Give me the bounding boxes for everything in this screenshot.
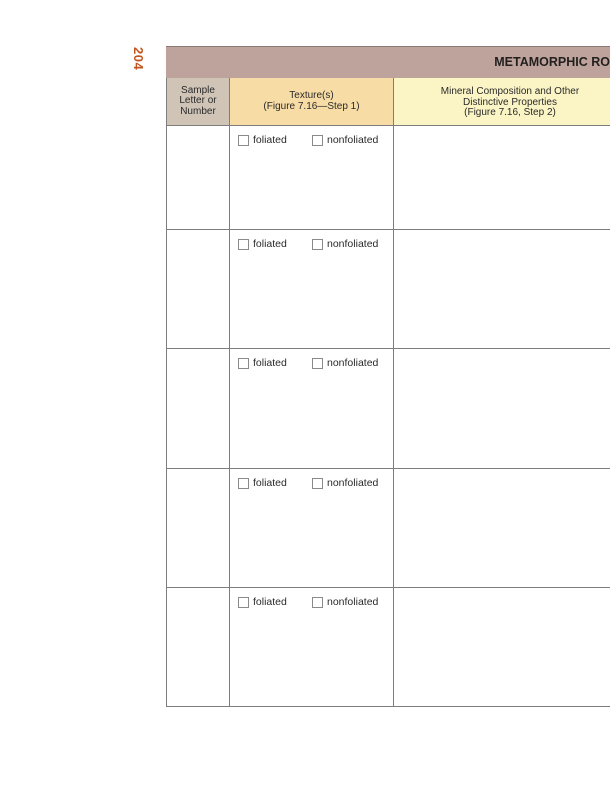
mineral-cell[interactable] (393, 126, 610, 229)
texture-cell (229, 230, 393, 348)
table-row (166, 230, 610, 349)
header-sample (166, 78, 229, 125)
header-texture-line: Texture(s) (289, 90, 334, 101)
nonfoliated-checkbox[interactable] (312, 597, 323, 608)
mineral-cell[interactable] (393, 230, 610, 348)
sample-cell[interactable] (166, 230, 229, 348)
nonfoliated-checkbox[interactable] (312, 478, 323, 489)
option-nonfoliated[interactable] (312, 596, 378, 608)
texture-cell (229, 349, 393, 468)
nonfoliated-label: nonfoliated (327, 477, 379, 489)
page-number: 204 (131, 47, 146, 71)
header-sample-line: Letter or (179, 95, 217, 107)
table-row (166, 588, 610, 707)
texture-cell (229, 126, 393, 229)
header-mineral (393, 78, 610, 125)
option-nonfoliated[interactable] (312, 134, 378, 146)
table-row (166, 349, 610, 469)
header-texture (229, 78, 393, 125)
foliated-checkbox[interactable] (238, 597, 249, 608)
foliated-checkbox[interactable] (238, 358, 249, 369)
nonfoliated-checkbox[interactable] (312, 135, 323, 146)
header-texture-line: (Figure 7.16—Step 1) (263, 100, 360, 112)
table-header-row (166, 78, 610, 126)
table-row (166, 126, 610, 230)
nonfoliated-label: nonfoliated (327, 238, 379, 250)
nonfoliated-label: nonfoliated (327, 134, 379, 146)
foliated-label: foliated (253, 596, 287, 608)
texture-cell (229, 469, 393, 587)
foliated-label: foliated (253, 357, 287, 369)
header-mineral-line: Distinctive Properties (463, 96, 557, 108)
option-foliated[interactable] (238, 596, 287, 608)
metamorphic-rock-table (166, 46, 610, 707)
mineral-cell[interactable] (393, 349, 610, 468)
mineral-cell[interactable] (393, 469, 610, 587)
nonfoliated-checkbox[interactable] (312, 358, 323, 369)
sample-cell[interactable] (166, 126, 229, 229)
nonfoliated-label: nonfoliated (327, 357, 379, 369)
header-sample-line: Sample (181, 84, 215, 96)
table-title-bar (166, 46, 610, 78)
foliated-label: foliated (253, 134, 287, 146)
nonfoliated-label: nonfoliated (327, 596, 379, 608)
foliated-checkbox[interactable] (238, 478, 249, 489)
mineral-cell[interactable] (393, 588, 610, 706)
foliated-label: foliated (253, 477, 287, 489)
header-mineral-line: Mineral Composition and Other (440, 86, 580, 97)
option-nonfoliated[interactable] (312, 238, 378, 250)
header-sample-line: Number (180, 105, 216, 117)
sample-cell[interactable] (166, 469, 229, 587)
option-nonfoliated[interactable] (312, 477, 378, 489)
option-foliated[interactable] (238, 477, 287, 489)
option-foliated[interactable] (238, 134, 287, 146)
foliated-checkbox[interactable] (238, 135, 249, 146)
option-nonfoliated[interactable] (312, 357, 378, 369)
table-title: METAMORPHIC RO (494, 55, 610, 69)
foliated-checkbox[interactable] (238, 239, 249, 250)
option-foliated[interactable] (238, 238, 287, 250)
texture-cell (229, 588, 393, 706)
option-foliated[interactable] (238, 357, 287, 369)
sample-cell[interactable] (166, 349, 229, 468)
foliated-label: foliated (253, 238, 287, 250)
nonfoliated-checkbox[interactable] (312, 239, 323, 250)
header-mineral-line: (Figure 7.16, Step 2) (464, 107, 556, 118)
table-row (166, 469, 610, 588)
sample-cell[interactable] (166, 588, 229, 706)
